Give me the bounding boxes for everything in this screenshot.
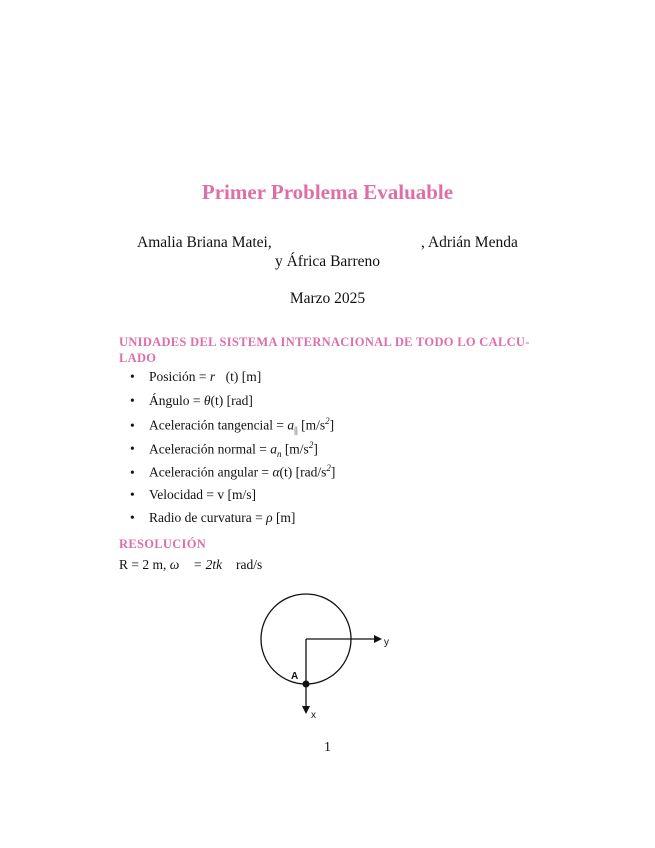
x-axis-label: x [311,710,316,720]
list-item: • Aceleración normal = $a_n$ $[m/s^2]$ [130,439,318,459]
list-item: • Aceleración tangencial = $a_{||}$ $[m/s^2]$ [130,416,335,436]
list-item: • Posición = r⃗(t) [m] [130,369,262,384]
author-adrian: , Adrián Menda [421,234,518,251]
circle-diagram-svg [250,588,400,720]
units-list [130,369,335,534]
section-heading-units [119,334,539,366]
authors-line-2: y África Barreno [274,253,380,270]
point-a-marker [303,681,310,688]
list-item: • Radio de curvatura = ρ [m] [130,510,296,525]
section-heading-units-line1: UNIDADES DEL SISTEMA INTERNACIONAL DE TODO LO CALCU- [119,335,530,349]
list-item: • Velocidad = v [m/s] [130,486,256,502]
document-date: Marzo 2025 [289,290,366,307]
document-title: Primer Problema Evaluable [201,180,454,204]
angular-velocity-formula: ω⃗ = 2tk⃗ [169,557,233,572]
section-heading-resolution: RESOLUCIÓN [119,537,207,551]
y-axis-arrowhead [374,635,382,643]
point-a-label: A [291,671,299,682]
page-number: 1 [324,740,331,755]
author-amalia: Amalia Briana Matei, [137,234,272,251]
section-heading-units-line2: LADO [119,351,157,365]
circle-diagram [250,588,400,720]
x-axis-arrowhead [302,706,310,714]
y-axis-label: y [384,637,389,648]
list-item: • Aceleración angular = α(t) $[rad/s^2]$ [130,463,336,480]
given-data: R = 2 m, ω⃗ = 2tk⃗ rad/s [119,557,263,572]
list-item: • Ángulo = θ(t) [rad] [130,392,253,408]
